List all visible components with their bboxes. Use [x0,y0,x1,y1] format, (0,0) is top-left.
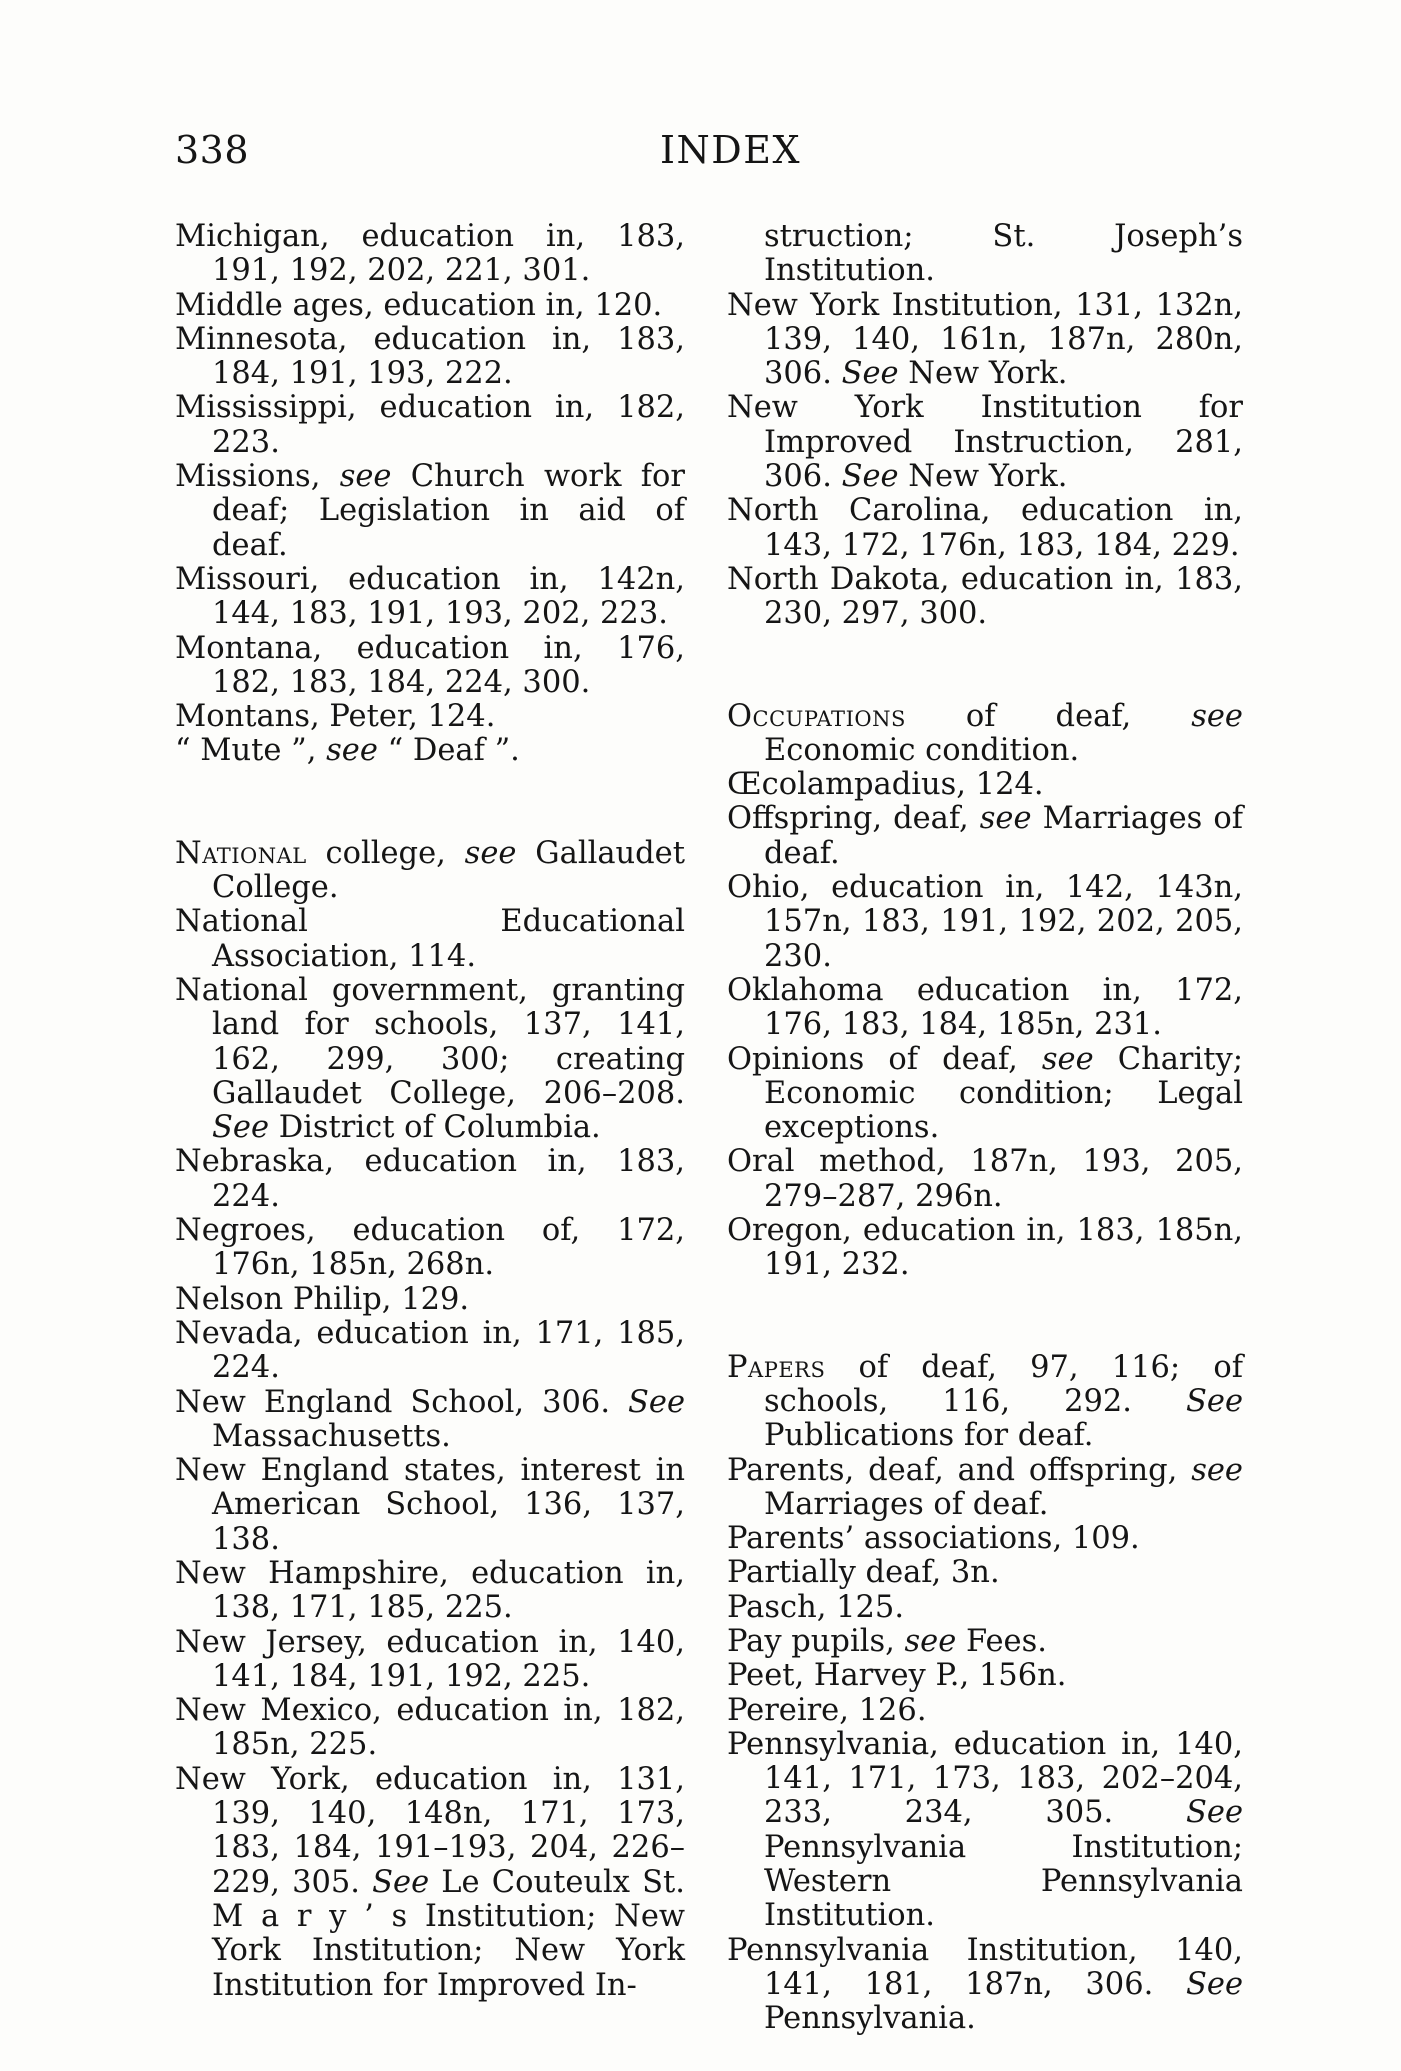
index-entry: Montans, Peter, 124. [175,699,496,735]
index-entry: Pereire, 126. [727,1692,927,1728]
index-entry: Œcolampadius, 124. [727,767,1044,803]
index-entry: Missions, see Church work for deaf; Legislation in aid of deaf. [175,459,685,563]
index-entry: New York Institution for Improved Instruction, 281, 306. See New York. [727,390,1243,495]
index-entry: Papers of deaf, 97, 116; of schools, 116, 292. See Publications for deaf. [727,1349,1243,1454]
index-entry-continuation: struction; St. Joseph’s Institution. [764,219,1243,289]
index-entry: National government, granting land for schools, 137, 141, 162, 299, 300; creating Gallaudet College, 206–208. See District of Columbia. [175,972,685,1146]
index-entry: Oral method, 187n, 193, 205, 279–287, 296n. [727,1144,1243,1214]
index-entry: Ohio, education in, 142, 143n, 157n, 183, 191, 192, 202, 205, 230. [727,870,1243,974]
section-gap [727,1283,1243,1351]
page-title: INDEX [659,128,802,172]
index-entry: New England School, 306. See Massachusetts. [175,1384,685,1454]
section-gap [727,632,1243,700]
index-entry: National college, see Gallaudet College. [175,835,685,906]
index-entry: Minnesota, education in, 183, 184, 191, 193, 222. [175,321,685,392]
index-entry: New Hampshire, education in, 138, 171, 185, 225. [175,1555,685,1626]
index-entry: New Mexico, education in, 182, 185n, 225. [175,1693,685,1763]
index-column-right [727,220,1243,2037]
index-entry: Oregon, education in, 183, 185n, 191, 232. [727,1213,1243,1283]
section-gap [175,769,685,837]
index-entry: Peet, Harvey P., 156n. [727,1658,1067,1694]
index-entry: Pasch, 125. [727,1589,905,1625]
index-entry: New Jersey, education in, 140, 141, 184, 191, 192, 225. [175,1624,685,1694]
index-entry: Offspring, deaf, see Marriages of deaf. [727,801,1244,871]
index-entry: New York Institution, 131, 132n, 139, 140, 161n, 187n, 280n, 306. See New York. [727,287,1243,392]
index-entry: Opinions of deaf, see Charity; Economic condition; Legal exceptions. [727,1041,1243,1146]
index-entry: Pennsylvania Institution, 140, 141, 181, 187n, 306. See Pennsylvania. [727,1932,1243,2037]
index-entry: New York, education in, 131, 139, 140, 148n, 171, 173, 183, 184, 191–193, 204, 226–229, 305. See Le Couteulx St. M a r y ’ s Institution; New York Institution; New York Institution for Improved In- [175,1761,686,2003]
index-entry: Partially deaf, 3n. [727,1555,1000,1591]
index-entry: Middle ages, education in, 120. [175,287,663,323]
index-entry: Michigan, education in, 183, 191, 192, 202, 221, 301. [175,219,685,289]
index-entry: Pennsylvania, education in, 140, 141, 171, 173, 183, 202–204, 233, 234, 305. See Pennsylvania Institution; Western Pennsylvania Institution. [727,1726,1243,1934]
index-entry: Mississippi, education in, 182, 223. [175,390,685,460]
index-entry: New England states, interest in American School, 136, 137, 138. [175,1453,685,1557]
index-entry: National Educational Association, 114. [175,904,685,974]
index-entry: North Carolina, education in, 143, 172, 176n, 183, 184, 229. [727,493,1243,563]
index-entry: Pay pupils, see Fees. [727,1623,1047,1659]
index-entry: Nebraska, education in, 183, 224. [175,1144,685,1214]
index-entry: Parents, deaf, and offspring, see Marriages of deaf. [727,1452,1243,1522]
index-entry: North Dakota, education in, 183, 230, 297, 300. [727,561,1243,632]
index-entry: Parents’ associations, 109. [727,1521,1140,1557]
index-entry: Oklahoma education in, 172, 176, 183, 184, 185n, 231. [727,972,1243,1043]
index-entry: “ Mute ”, see “ Deaf ”. [175,733,520,769]
index-entry: Missouri, education in, 142n, 144, 183, 191, 193, 202, 223. [175,561,685,632]
index-entry: Nelson Philip, 129. [175,1281,470,1317]
index-entry: Nevada, education in, 171, 185, 224. [175,1315,685,1386]
index-entry: Occupations of deaf, see Economic condition. [727,698,1243,768]
index-entry: Negroes, education of, 172, 176n, 185n, 268n. [175,1213,685,1283]
index-column-left [175,220,685,2003]
page-number: 338 [175,128,250,172]
index-entry: Montana, education in, 176, 182, 183, 184, 224, 300. [175,630,685,700]
